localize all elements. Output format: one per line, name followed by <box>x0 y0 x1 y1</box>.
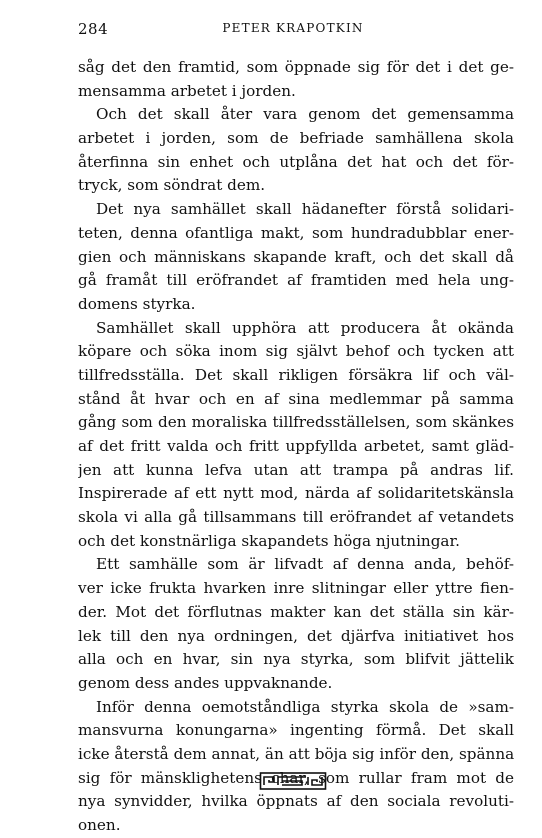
text-line: och det konstnärliga skapandets höga njutningar. <box>78 531 460 550</box>
text-line: nya synvidder, hvilka öppnats af den sociala revoluti- <box>78 792 514 811</box>
text-line: tillfredsställa. Det skall rikligen försäkra lif och väl- <box>78 365 514 384</box>
text-line: der. Mot det förflutnas makter kan det ställa sin kär- <box>78 602 514 621</box>
page-header <box>78 20 508 42</box>
text-line: domens styrka. <box>78 294 196 313</box>
text-line: alla och en hvar, sin nya styrka, som blifvit jättelik <box>78 650 514 669</box>
text-line: jen att kunna lefva utan att trampa på andras lif. <box>78 460 514 479</box>
text-line: af det fritt valda och fritt uppfyllda arbetet, samt gläd- <box>78 437 514 455</box>
text-line: sig för mänsklighetens char, som rullar fram mot de <box>78 768 514 787</box>
body-text <box>78 56 514 838</box>
text-line: Inför denna oemotståndliga styrka skola de »sam- <box>96 697 514 716</box>
text-line: teten, denna ofantliga makt, som hundradubblar ener- <box>78 223 514 242</box>
text-line: gång som den moraliska tillfredsställelsen, som skänkes <box>78 413 514 432</box>
text-line: Och det skall åter vara genom det gemensamma <box>96 105 514 124</box>
text-line: skola vi alla gå tillsammans till eröfrandet af vetandets <box>78 508 514 527</box>
text-line: arbetet i jorden, som de befriade samhällena skola <box>78 129 514 148</box>
running-head: PETER KRAPOTKIN <box>222 21 364 35</box>
text-line: köpare och söka inom sig självt behof och tycken att <box>78 342 514 361</box>
text-line: Inspirerade af ett nytt mod, närda af solidaritetskänsla <box>78 484 514 503</box>
text-line: mansvurna konungarna» ingenting förmå. Det skall <box>78 721 514 740</box>
text-line: gien och människans skapande kraft, och det skall då <box>78 247 514 266</box>
page-number: 284 <box>78 20 109 38</box>
text-line: såg det den framtid, som öppnade sig för det i det ge- <box>78 58 514 76</box>
text-line: återfinna sin enhet och utplåna det hat och det för- <box>78 152 514 171</box>
text-line: genom dess andes uppvaknande. <box>78 673 333 692</box>
text-line: ver icke frukta hvarken inre slitningar eller yttre fien- <box>78 579 514 598</box>
meander-tailpiece-icon <box>259 771 327 791</box>
text-line: Det nya samhället skall hädanefter förstå solidari- <box>96 200 514 219</box>
text-line: onen. <box>78 816 121 834</box>
text-line: stånd åt hvar och en af sina medlemmar på samma <box>78 389 514 408</box>
text-line: Ett samhälle som är lifvadt af denna anda, behöf- <box>96 555 514 574</box>
text-line: icke återstå dem annat, än att böja sig inför den, spänna <box>78 744 514 763</box>
text-line: mensamma arbetet i jorden. <box>78 81 296 100</box>
text-line: lek till den nya ordningen, det djärfva initiativet hos <box>78 626 514 645</box>
text-line: gå framåt till eröfrandet af framtiden med hela ung- <box>78 271 514 290</box>
text-line: tryck, som söndrat dem. <box>78 176 266 195</box>
text-line: Samhället skall upphöra att producera åt okända <box>96 318 514 337</box>
